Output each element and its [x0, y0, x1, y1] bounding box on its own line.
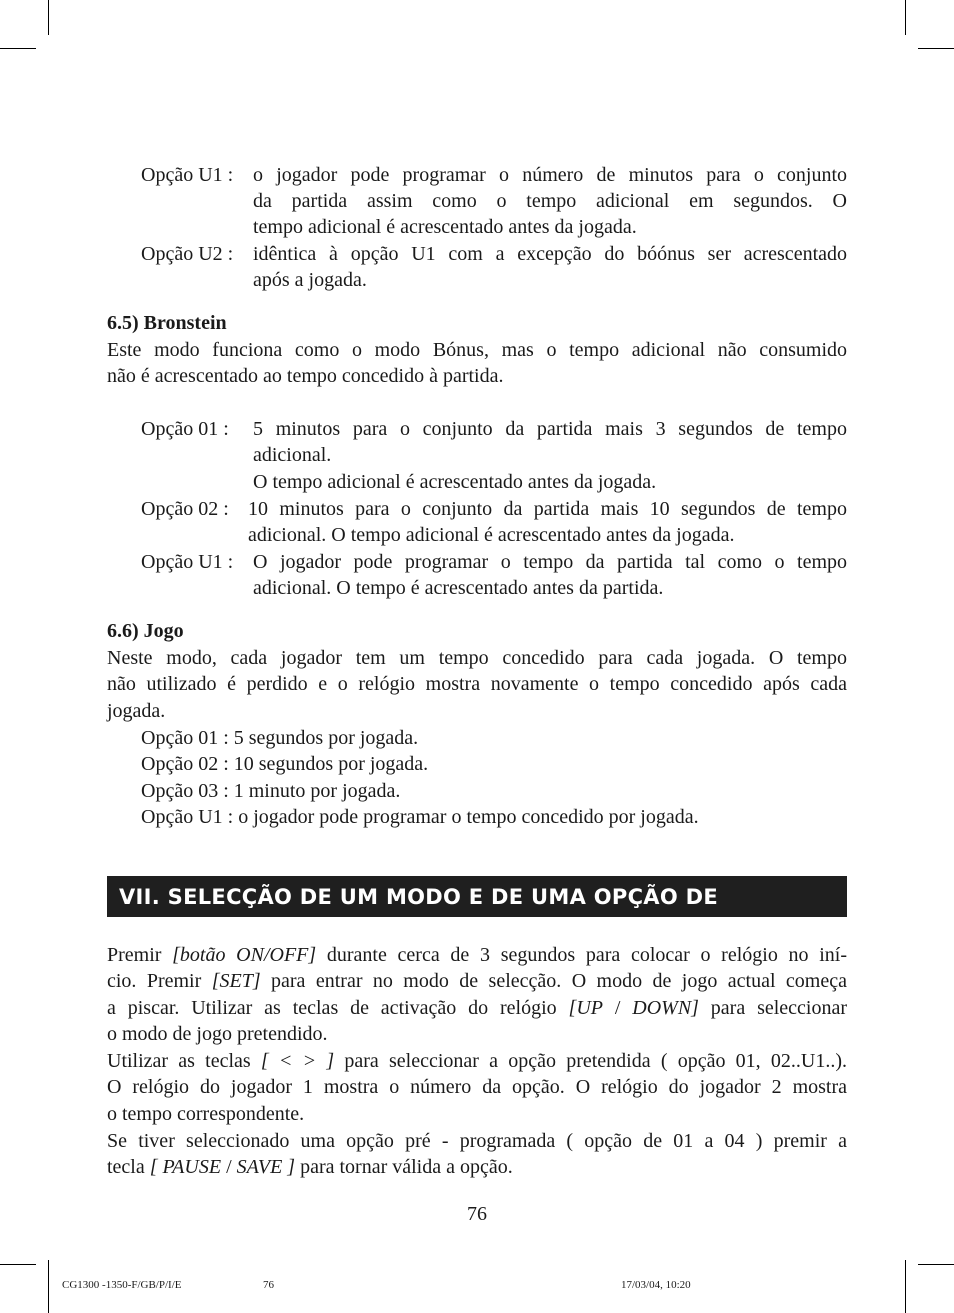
option-text: o jogador pode programar o número de minutos para o conjunto — [253, 164, 847, 186]
crop-mark — [0, 1264, 36, 1265]
paragraph-line: Neste modo, cada jogador tem um tempo concedido para cada jogada. O tempo — [107, 647, 847, 669]
paragraph-line: Utilizar as teclas [ < > ] para seleccionar a opção pretendida ( opção 01, 02..U1..). — [107, 1050, 847, 1072]
crop-mark — [48, 0, 49, 35]
paragraph-line: Premir [botão ON/OFF] durante cerca de 3 segundos para colocar o relógio no iní- — [107, 944, 848, 966]
page-number: 76 — [467, 1203, 487, 1225]
crop-mark — [905, 0, 906, 35]
crop-mark — [905, 1260, 906, 1313]
option-label: Opção 01 : — [141, 418, 229, 440]
option-text: idêntica à opção U1 com a excepção do bóónus ser acrescentado — [253, 243, 847, 265]
crop-mark — [0, 48, 36, 49]
option-label: Opção U1 : — [141, 551, 234, 573]
option-text: adicional. — [253, 444, 332, 466]
option-text: adicional. O tempo é acrescentado antes da partida. — [253, 577, 664, 599]
paragraph-line: Se tiver seleccionado uma opção pré - programada ( opção de 01 a 04 ) premir a — [107, 1130, 847, 1152]
paragraph-line: O relógio do jogador 1 mostra o número da opção. O relógio do jogador 2 mostra — [107, 1076, 847, 1098]
paragraph-line: Este modo funciona como o modo Bónus, mas o tempo adicional não consumido — [107, 339, 847, 361]
footer-timestamp: 17/03/04, 10:20 — [621, 1279, 691, 1291]
option-text: O jogador pode programar o tempo da partida tal como o tempo — [253, 551, 847, 573]
paragraph-line: a piscar. Utilizar as teclas de activação do relógio [UP / DOWN] para seleccionar — [107, 997, 848, 1019]
option-text: após a jogada. — [253, 269, 367, 291]
crop-mark — [48, 1260, 49, 1313]
option-text: adicional. O tempo adicional é acrescentado antes da jogada. — [248, 524, 735, 546]
paragraph-line: não utilizado é perdido e o relógio mostra novamente o tempo concedido após cada — [107, 673, 847, 695]
section-heading-jogo: 6.6) Jogo — [107, 620, 184, 642]
option-text: tempo adicional é acrescentado antes da jogada. — [253, 216, 637, 238]
paragraph-line: não é acrescentado ao tempo concedido à partida. — [107, 365, 504, 387]
section-banner: VII. SELECÇÃO DE UM MODO E DE UMA OPÇÃO DE — [107, 876, 847, 917]
option-label: Opção 02 : — [141, 498, 229, 520]
paragraph-line: o modo de jogo pretendido. — [107, 1023, 328, 1045]
footer-page: 76 — [263, 1279, 274, 1291]
option-line: Opção 01 : 5 segundos por jogada. — [141, 727, 419, 749]
option-text: O tempo adicional é acrescentado antes da jogada. — [253, 471, 657, 493]
paragraph-line: cio. Premir [SET] para entrar no modo de selecção. O modo de jogo actual começa — [107, 970, 847, 992]
option-text: 10 minutos para o conjunto da partida mais 10 segundos de tempo — [248, 498, 847, 520]
option-line: Opção 02 : 10 segundos por jogada. — [141, 753, 429, 775]
option-line: Opção U1 : o jogador pode programar o tempo concedido por jogada. — [141, 806, 699, 828]
crop-mark — [918, 1264, 954, 1265]
option-text: da partida assim como o tempo adicional em segundos. O — [253, 190, 847, 212]
section-heading-bronstein: 6.5) Bronstein — [107, 312, 227, 334]
option-label: Opção U1 : — [141, 164, 234, 186]
crop-mark — [918, 48, 954, 49]
option-label: Opção U2 : — [141, 243, 234, 265]
paragraph-line: tecla [ PAUSE / SAVE ] para tornar válida a opção. — [107, 1156, 513, 1178]
footer-file-code: CG1300 -1350-F/GB/P/I/E — [62, 1279, 182, 1291]
paragraph-line: jogada. — [107, 700, 166, 722]
paragraph-line: o tempo correspondente. — [107, 1103, 305, 1125]
option-line: Opção 03 : 1 minuto por jogada. — [141, 780, 401, 802]
option-text: 5 minutos para o conjunto da partida mais 3 segundos de tempo — [253, 418, 847, 440]
